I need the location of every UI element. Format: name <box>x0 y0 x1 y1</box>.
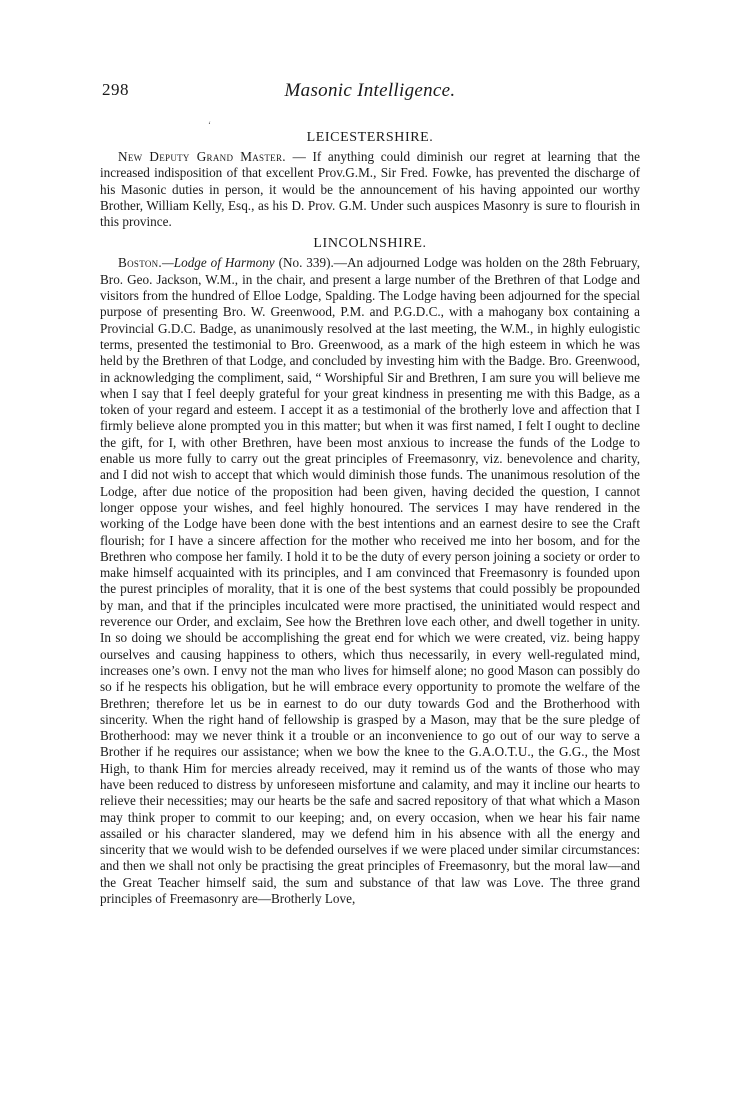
section-heading-lincolnshire: LINCOLNSHIRE. <box>313 236 427 252</box>
section-heading-leicestershire: LEICESTERSHIRE. <box>306 130 434 145</box>
paragraph-lead: Boston. <box>118 255 163 271</box>
article-body <box>100 126 640 907</box>
lodge-name: —Lodge of Harmony <box>162 255 275 271</box>
paragraph-text: — If anything could diminish our regret at learning that the increased indisposition of that excellent Prov.G.M., Sir Fred. Fowke, has prevented the discharge of his Masonic duties in person, it would be the announcement of his having appointed our worthy Brother, William Kelly, Esq., as his D. Prov. G.M. Under such auspices Masonry is sure to flourish in this province. <box>100 149 640 230</box>
stray-ink-mark: ‘ <box>208 120 211 130</box>
journal-title: Masonic Intelligence. <box>284 80 456 101</box>
running-head <box>100 80 640 104</box>
page-number: 298 <box>102 80 129 99</box>
paragraph-lincolnshire <box>100 255 640 907</box>
paragraph-lead: New Deputy Grand Master. <box>118 149 286 164</box>
paragraph-leicestershire <box>100 149 640 230</box>
paragraph-text: (No. 339).—An adjourned Lodge was holden on the 28th February, Bro. Geo. Jackson, W.M., in the chair, and present a large number of the Brethren of that Lodge and visitors from the hundred of Elloe Lodge, Spalding. The Lodge having been adjourned for the special purpose of presenting Bro. W. Greenwood, P.M. and P.G.D.C., with a mahogany box containing a Provincial G.D.C. Badge, as unanimously resolved at the last meeting, the W.M., in highly eulogistic terms, presented the testimonial to Bro. Greenwood, as a mark of the high esteem in which he was held by the Brethren of that Lodge, and concluded by investing him with the Badge. Bro. Greenwood, in acknowledging the compliment, said, “ Worshipful Sir and Brethren, I am sure you will believe me when I say that I feel deeply grateful for your great kindness in presenting me with this Badge, as a token of your regard and esteem. I accept it as a testimonial of the brotherly love and affection that I firmly believe alone prompted you in this matter; but when it was first named, I felt I ought to decline the gift, for I, with other Brethren, have been most anxious to increase the funds of the Lodge to enable us more fully to carry out the great principles of Freemasonry, viz. benevolence and charity, and I did not wish to accept that which would diminish those funds. The unanimous resolution of the Lodge, after due notice of the proposition had been given, having decided the question, I cannot longer oppose your wishes, and feel highly honoured. The services I may have rendered in the working of the Lodge have been done with the best intentions and an earnest desire to see the Craft flourish; for I have a sincere affection for the mother who received me into her bosom, and for the Brethren who compose her family. I hold it to be the duty of every person joining a society or order to make himself acquainted with its principles, and I am convinced that Freemasonry is founded upon the purest principles of morality, that it is one of the best systems that could possibly be propounded by man, and that if the principles inculcated were more practised, the uninitiated would respect and reverence our Order, and exclaim, See how the Brethren love each other, and dwell together in unity. In so doing we should be accomplishing the great end for which we were created, viz. being happy ourselves and causing happiness to others, which thus necessarily, in every well-regulated mind, increases one’s own. I envy not the man who lives for himself alone; no good Mason can possibly do so if he respects his obligation, but he will embrace every opportunity to promote the welfare of the Brethren; therefore let us be in earnest to do our duty towards God and the Brotherhood with sincerity. When the right hand of fellowship is grasped by a Mason, may that be the sure pledge of Brotherhood: may we never think it a trouble or an inconvenience to go out of our way to serve a Brother if he requires our assistance; when we bow the knee to the G.A.O.T.U., the G.G., the Most High, to thank Him for mercies already received, may it remind us of the wants of those who may have been reduced to distress by unforeseen misfortune and calamity, and may it incline our hearts to relieve their necessities; may our hearts be the safe and sacred repository of that what which a Mason may think proper to commit to our keeping; and, on every occasion, when we hear his fair name assailed or his character slandered, may we defend him in his absence with all the energy and sincerity that we would wish to be defended ourselves if we were placed under similar circumstances: and then we shall not only be practising the great principles of Freemasonry, but the moral law—and the Great Teacher himself said, the sum and substance of that law was Love. The three grand principles of Freemasonry are—Brotherly Love, <box>100 255 640 907</box>
